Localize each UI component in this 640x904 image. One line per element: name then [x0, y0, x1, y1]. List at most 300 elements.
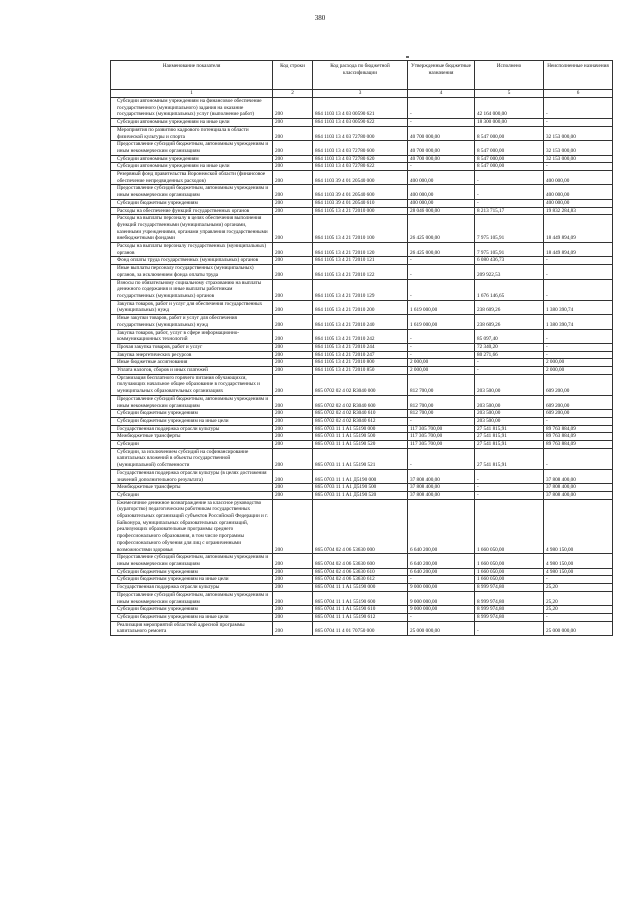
executed-cell: 7 975 105,91: [475, 243, 544, 257]
approved-cell: 2 000,00: [408, 359, 475, 367]
line-code-cell: 200: [273, 554, 313, 568]
budget-code-cell: 865 0703 11 1 A1 Д5190 520: [313, 491, 408, 499]
indicator-name-cell: Субсидии бюджетным учреждениям: [111, 606, 273, 614]
budget-code-cell: 864 1105 13 4 21 72010 200: [313, 300, 408, 314]
indicator-name-cell: Субсидии автономным учреждениям: [111, 155, 273, 163]
scan-mark: [406, 56, 409, 58]
table-row: [111, 448, 613, 469]
table-row: [111, 155, 613, 163]
page-number: 380: [314, 14, 326, 22]
budget-code-cell: 864 1103 39 4 01 20540 600: [313, 185, 408, 199]
executed-cell: 8 547 000,00: [475, 141, 544, 155]
unexecuted-cell: 25,20: [544, 606, 613, 614]
line-code-cell: 200: [273, 591, 313, 605]
budget-code-cell: 864 1105 13 4 21 72010 800: [313, 359, 408, 367]
executed-cell: 8 999 974,80: [475, 613, 544, 621]
table-row: [111, 410, 613, 418]
budget-code-cell: 865 0703 11 1 A1 55190 500: [313, 433, 408, 441]
approved-cell: -: [408, 119, 475, 127]
budget-code-cell: 865 0703 11 1 A1 55190 521: [313, 448, 408, 469]
approved-cell: 37 808 400,00: [408, 491, 475, 499]
executed-cell: 8 999 974,80: [475, 591, 544, 605]
header-approved: Утвержденные бюджетные назначения: [408, 61, 475, 90]
unexecuted-cell: -: [544, 417, 613, 425]
unexecuted-cell: 37 808 400,00: [544, 469, 613, 483]
unexecuted-cell: -: [544, 351, 613, 359]
unexecuted-cell: 19 832 284,83: [544, 207, 613, 215]
approved-cell: 117 305 700,00: [408, 433, 475, 441]
line-code-cell: 200: [273, 141, 313, 155]
unexecuted-cell: -: [544, 329, 613, 343]
indicator-name-cell: Субсидии: [111, 491, 273, 499]
executed-cell: -: [475, 367, 544, 375]
unexecuted-cell: 4 980 150,00: [544, 568, 613, 576]
approved-cell: 40 700 000,00: [408, 141, 475, 155]
table-row: [111, 119, 613, 127]
indicator-name-cell: Расходы на выплаты персоналу в целях обеспечения выполнения функций государственными (муниципальными) органами, казенными учреждениями, органами управления государственными внебюджетными фондами: [111, 215, 273, 243]
unexecuted-cell: 89 763 884,09: [544, 433, 613, 441]
budget-code-cell: 864 1103 13 4 03 00590 621: [313, 98, 408, 119]
indicator-name-cell: Закупка энергетических ресурсов: [111, 351, 273, 359]
header-indicator-name: Наименование показателя: [111, 61, 273, 90]
approved-cell: -: [408, 163, 475, 171]
table-row: [111, 374, 613, 395]
unexecuted-cell: 25,20: [544, 584, 613, 592]
table-row: [111, 613, 613, 621]
indicator-name-cell: Межбюджетные трансферты: [111, 433, 273, 441]
unexecuted-cell: 37 808 400,00: [544, 491, 613, 499]
indicator-name-cell: Иные закупки товаров, работ и услуг для обеспечения государственных (муниципальных) нужд: [111, 315, 273, 329]
budget-code-cell: 864 1105 13 4 21 72010 120: [313, 243, 408, 257]
budget-code-cell: 865 0702 02 4 02 R3040 612: [313, 417, 408, 425]
col-number: 5: [475, 90, 544, 98]
approved-cell: 117 305 700,00: [408, 441, 475, 449]
table-row: [111, 554, 613, 568]
executed-cell: -: [475, 171, 544, 185]
header-budget-code: Код расхода по бюджетной классификации: [313, 61, 408, 90]
line-code-cell: 200: [273, 199, 313, 207]
executed-cell: -: [475, 199, 544, 207]
unexecuted-cell: -: [544, 613, 613, 621]
line-code-cell: 200: [273, 469, 313, 483]
unexecuted-cell: 4 980 150,00: [544, 554, 613, 568]
executed-cell: 27 541 815,91: [475, 441, 544, 449]
executed-cell: -: [475, 484, 544, 492]
budget-code-cell: 864 1105 13 4 21 72010 100: [313, 215, 408, 243]
line-code-cell: 200: [273, 499, 313, 554]
approved-cell: 400 000,00: [408, 185, 475, 199]
approved-cell: -: [408, 417, 475, 425]
budget-code-cell: 865 0704 02 4 06 53630 612: [313, 576, 408, 584]
line-code-cell: 200: [273, 265, 313, 279]
executed-cell: 1 660 050,00: [475, 576, 544, 584]
executed-cell: 8 547 000,00: [475, 163, 544, 171]
header-unexecuted: Неисполненные назначения: [544, 61, 613, 90]
line-code-cell: 200: [273, 621, 313, 635]
indicator-name-cell: Предоставление субсидий бюджетным, автономным учреждениям и иным некоммерческим организациям: [111, 185, 273, 199]
budget-code-cell: 864 1105 13 4 21 72010 000: [313, 207, 408, 215]
line-code-cell: 200: [273, 576, 313, 584]
executed-cell: 80 271,66: [475, 351, 544, 359]
line-code-cell: 200: [273, 425, 313, 433]
table-row: [111, 141, 613, 155]
executed-cell: -: [475, 621, 544, 635]
table-row: [111, 367, 613, 375]
line-code-cell: 200: [273, 279, 313, 300]
table-row: [111, 359, 613, 367]
col-number: 3: [313, 90, 408, 98]
budget-execution-table: [110, 60, 613, 636]
line-code-cell: 200: [273, 207, 313, 215]
line-code-cell: 200: [273, 163, 313, 171]
budget-code-cell: 864 1103 13 4 03 72780 620: [313, 155, 408, 163]
unexecuted-cell: -: [544, 279, 613, 300]
table-row: [111, 126, 613, 140]
line-code-cell: 200: [273, 351, 313, 359]
line-code-cell: 200: [273, 448, 313, 469]
table-row: [111, 499, 613, 554]
approved-cell: 37 808 400,00: [408, 469, 475, 483]
indicator-name-cell: Закупка товаров, работ и услуг для обеспечения государственных (муниципальных) нужд: [111, 300, 273, 314]
line-code-cell: 200: [273, 257, 313, 265]
budget-code-cell: 864 1105 13 4 21 72010 850: [313, 367, 408, 375]
unexecuted-cell: -: [544, 576, 613, 584]
line-code-cell: 200: [273, 367, 313, 375]
line-code-cell: 200: [273, 433, 313, 441]
table-row: [111, 568, 613, 576]
indicator-name-cell: Закупка товаров, работ, услуг в сфере информационно-коммуникационных технологий: [111, 329, 273, 343]
approved-cell: 2 000,00: [408, 367, 475, 375]
budget-code-cell: 864 1105 13 4 21 72010 122: [313, 265, 408, 279]
table-row: [111, 576, 613, 584]
budget-code-cell: 865 0704 11 1 A1 55190 600: [313, 591, 408, 605]
col-number: 6: [544, 90, 613, 98]
line-code-cell: 200: [273, 491, 313, 499]
budget-code-cell: 865 0702 02 4 02 R3040 600: [313, 395, 408, 409]
indicator-name-cell: Субсидии автономным учреждениям на финансовое обеспечение государственного (муниципального) задания на оказание государственных (муниципальных) услуг (выполнение работ): [111, 98, 273, 119]
line-code-cell: 200: [273, 417, 313, 425]
budget-code-cell: 864 1105 13 4 21 72010 129: [313, 279, 408, 300]
executed-cell: -: [475, 359, 544, 367]
line-code-cell: 200: [273, 98, 313, 119]
approved-cell: 117 305 700,00: [408, 425, 475, 433]
executed-cell: 27 541 815,91: [475, 448, 544, 469]
table-row: [111, 621, 613, 635]
unexecuted-cell: 2 000,00: [544, 367, 613, 375]
approved-cell: -: [408, 613, 475, 621]
unexecuted-cell: -: [544, 163, 613, 171]
indicator-name-cell: Расходы на выплаты персоналу государственных (муниципальных) органов: [111, 243, 273, 257]
approved-cell: -: [408, 279, 475, 300]
approved-cell: 400 000,00: [408, 199, 475, 207]
table-row: [111, 257, 613, 265]
executed-cell: -: [475, 469, 544, 483]
executed-cell: 8 999 974,80: [475, 606, 544, 614]
indicator-name-cell: Государственная поддержка отрасли культуры (в целях достижения значений дополнительного результата): [111, 469, 273, 483]
line-code-cell: 200: [273, 315, 313, 329]
approved-cell: 26 425 000,00: [408, 243, 475, 257]
budget-code-cell: 864 1103 13 4 03 72780 600: [313, 141, 408, 155]
unexecuted-cell: -: [544, 119, 613, 127]
unexecuted-cell: -: [544, 98, 613, 119]
executed-cell: 42 164 000,00: [475, 98, 544, 119]
executed-cell: 8 999 974,80: [475, 584, 544, 592]
approved-cell: 6 640 200,00: [408, 568, 475, 576]
unexecuted-cell: 609 200,00: [544, 410, 613, 418]
col-number: 2: [273, 90, 313, 98]
approved-cell: 40 700 000,00: [408, 126, 475, 140]
executed-cell: 203 500,00: [475, 410, 544, 418]
indicator-name-cell: Предоставление субсидий бюджетным, автономным учреждениям и иным некоммерческим организациям: [111, 141, 273, 155]
unexecuted-cell: 25 000 000,00: [544, 621, 613, 635]
budget-code-cell: 864 1103 13 4 03 00590 622: [313, 119, 408, 127]
table-row: [111, 425, 613, 433]
approved-cell: 9 000 000,00: [408, 584, 475, 592]
table-row: [111, 417, 613, 425]
budget-code-cell: 865 0704 11 1 A1 55190 612: [313, 613, 408, 621]
unexecuted-cell: 18 449 894,09: [544, 243, 613, 257]
unexecuted-cell: 37 808 400,00: [544, 484, 613, 492]
unexecuted-cell: 609 200,00: [544, 374, 613, 395]
indicator-name-cell: Субсидии бюджетным учреждениям: [111, 410, 273, 418]
line-code-cell: 200: [273, 484, 313, 492]
approved-cell: 37 808 400,00: [408, 484, 475, 492]
indicator-name-cell: Мероприятия по развитию кадрового потенциала в области физической культуры и спорта: [111, 126, 273, 140]
table-row: [111, 265, 613, 279]
line-code-cell: 200: [273, 359, 313, 367]
table-row: [111, 215, 613, 243]
unexecuted-cell: -: [544, 448, 613, 469]
budget-code-cell: 865 0704 02 4 06 53630 000: [313, 499, 408, 554]
line-code-cell: 200: [273, 171, 313, 185]
indicator-name-cell: Государственная поддержка отрасли культуры: [111, 584, 273, 592]
header-executed: Исполнено: [475, 61, 544, 90]
approved-cell: -: [408, 576, 475, 584]
budget-code-cell: 864 1103 39 4 01 20540 000: [313, 171, 408, 185]
approved-cell: 26 425 000,00: [408, 215, 475, 243]
indicator-name-cell: Субсидии бюджетным учреждениям: [111, 199, 273, 207]
executed-cell: 8 547 000,00: [475, 155, 544, 163]
executed-cell: 18 300 000,00: [475, 119, 544, 127]
line-code-cell: 200: [273, 584, 313, 592]
budget-code-cell: 865 0704 11 1 A1 55190 610: [313, 606, 408, 614]
approved-cell: 812 700,00: [408, 410, 475, 418]
column-number-row: [111, 90, 613, 98]
table-row: [111, 433, 613, 441]
table-row: [111, 171, 613, 185]
indicator-name-cell: Субсидии бюджетным учреждениям на иные цели: [111, 613, 273, 621]
approved-cell: -: [408, 343, 475, 351]
budget-code-cell: 865 0703 11 1 A1 55190 000: [313, 425, 408, 433]
approved-cell: -: [408, 329, 475, 343]
approved-cell: 40 700 000,00: [408, 155, 475, 163]
budget-code-cell: 865 0703 11 1 A1 Д5190 500: [313, 484, 408, 492]
indicator-name-cell: Субсидии автономным учреждениям на иные цели: [111, 119, 273, 127]
unexecuted-cell: 18 449 894,09: [544, 215, 613, 243]
line-code-cell: 200: [273, 215, 313, 243]
approved-cell: 400 000,00: [408, 171, 475, 185]
executed-cell: 203 500,00: [475, 374, 544, 395]
executed-cell: 203 500,00: [475, 395, 544, 409]
budget-code-cell: 864 1105 13 4 21 72010 121: [313, 257, 408, 265]
unexecuted-cell: 400 000,00: [544, 185, 613, 199]
table-row: [111, 395, 613, 409]
approved-cell: 812 700,00: [408, 395, 475, 409]
indicator-name-cell: Субсидии бюджетным учреждениям на иные цели: [111, 417, 273, 425]
indicator-name-cell: Предоставление субсидий бюджетным, автономным учреждениям и иным некоммерческим организациям: [111, 395, 273, 409]
executed-cell: 27 541 815,91: [475, 425, 544, 433]
approved-cell: 1 619 000,00: [408, 315, 475, 329]
line-code-cell: 200: [273, 185, 313, 199]
table-row: [111, 343, 613, 351]
table-row: [111, 98, 613, 119]
table-row: [111, 484, 613, 492]
header-row: [111, 61, 613, 90]
approved-cell: -: [408, 265, 475, 279]
unexecuted-cell: 4 980 150,00: [544, 499, 613, 554]
budget-code-cell: 864 1105 13 4 21 72010 247: [313, 351, 408, 359]
table-row: [111, 491, 613, 499]
indicator-name-cell: Государственная поддержка отрасли культуры: [111, 425, 273, 433]
table-row: [111, 351, 613, 359]
line-code-cell: 200: [273, 374, 313, 395]
line-code-cell: 200: [273, 343, 313, 351]
line-code-cell: 200: [273, 329, 313, 343]
indicator-name-cell: Предоставление субсидий бюджетным, автономным учреждениям и иным некоммерческим организациям: [111, 591, 273, 605]
approved-cell: 25 000 000,00: [408, 621, 475, 635]
table-row: [111, 207, 613, 215]
budget-code-cell: 864 1103 13 4 03 72780 622: [313, 163, 408, 171]
col-number: 4: [408, 90, 475, 98]
budget-code-cell: 865 0703 11 1 A1 55190 520: [313, 441, 408, 449]
approved-cell: 28 046 000,00: [408, 207, 475, 215]
table-row: [111, 300, 613, 314]
budget-code-cell: 865 0702 02 4 02 R3040 610: [313, 410, 408, 418]
table-row: [111, 441, 613, 449]
indicator-name-cell: Субсидии, за исключением субсидий на софинансирование капитальных вложений в объекты государственной (муниципальной) собственности: [111, 448, 273, 469]
executed-cell: -: [475, 491, 544, 499]
budget-code-cell: 865 0702 02 4 02 R3040 000: [313, 374, 408, 395]
line-code-cell: 200: [273, 155, 313, 163]
indicator-name-cell: Уплата налогов, сборов и иных платежей: [111, 367, 273, 375]
executed-cell: 27 541 815,91: [475, 433, 544, 441]
indicator-name-cell: Субсидии: [111, 441, 273, 449]
line-code-cell: 200: [273, 119, 313, 127]
approved-cell: 812 700,00: [408, 374, 475, 395]
indicator-name-cell: Реализация мероприятий областной адресной программы капитального ремонта: [111, 621, 273, 635]
line-code-cell: 200: [273, 606, 313, 614]
approved-cell: 9 000 000,00: [408, 606, 475, 614]
executed-cell: 238 609,26: [475, 300, 544, 314]
unexecuted-cell: 89 763 884,09: [544, 441, 613, 449]
indicator-name-cell: Прочая закупка товаров, работ и услуг: [111, 343, 273, 351]
unexecuted-cell: 1 380 390,74: [544, 315, 613, 329]
table-row: [111, 591, 613, 605]
approved-cell: 6 640 200,00: [408, 554, 475, 568]
unexecuted-cell: 32 153 000,00: [544, 141, 613, 155]
indicator-name-cell: Субсидии бюджетным учреждениям: [111, 568, 273, 576]
indicator-name-cell: Предоставление субсидий бюджетным, автономным учреждениям и иным некоммерческим организациям: [111, 554, 273, 568]
unexecuted-cell: -: [544, 265, 613, 279]
indicator-name-cell: Межбюджетные трансферты: [111, 484, 273, 492]
approved-cell: 1 619 000,00: [408, 300, 475, 314]
executed-cell: 1 660 050,00: [475, 554, 544, 568]
budget-code-cell: 865 0704 11 4 01 70750 000: [313, 621, 408, 635]
unexecuted-cell: 32 153 000,00: [544, 155, 613, 163]
budget-code-cell: 864 1103 13 4 03 72780 000: [313, 126, 408, 140]
header-line-code: Код строки: [273, 61, 313, 90]
approved-cell: 9 000 000,00: [408, 591, 475, 605]
table-row: [111, 199, 613, 207]
table-row: [111, 315, 613, 329]
indicator-name-cell: Иные бюджетные ассигнования: [111, 359, 273, 367]
executed-cell: -: [475, 185, 544, 199]
col-number: 1: [111, 90, 273, 98]
executed-cell: 209 922,53: [475, 265, 544, 279]
table-row: [111, 163, 613, 171]
line-code-cell: 200: [273, 410, 313, 418]
executed-cell: 1 660 050,00: [475, 499, 544, 554]
line-code-cell: 200: [273, 300, 313, 314]
indicator-name-cell: Организация бесплатного горячего питания обучающихся, получающих начальное общее образование в государственных и муниципальных образовательных организациях: [111, 374, 273, 395]
unexecuted-cell: 89 763 884,09: [544, 425, 613, 433]
executed-cell: 1 660 050,00: [475, 568, 544, 576]
table-row: [111, 606, 613, 614]
unexecuted-cell: 609 200,00: [544, 395, 613, 409]
approved-cell: -: [408, 448, 475, 469]
table-row: [111, 584, 613, 592]
budget-code-cell: 864 1105 13 4 21 72010 242: [313, 329, 408, 343]
table-row: [111, 469, 613, 483]
line-code-cell: 200: [273, 441, 313, 449]
line-code-cell: 200: [273, 613, 313, 621]
executed-cell: 1 676 146,65: [475, 279, 544, 300]
budget-code-cell: 864 1105 13 4 21 72010 240: [313, 315, 408, 329]
executed-cell: 6 080 436,73: [475, 257, 544, 265]
unexecuted-cell: 2 000,00: [544, 359, 613, 367]
table-row: [111, 185, 613, 199]
approved-cell: -: [408, 98, 475, 119]
line-code-cell: 200: [273, 243, 313, 257]
indicator-name-cell: Субсидии автономным учреждениям на иные цели: [111, 163, 273, 171]
approved-cell: -: [408, 257, 475, 265]
unexecuted-cell: -: [544, 257, 613, 265]
line-code-cell: 200: [273, 126, 313, 140]
unexecuted-cell: 1 380 390,74: [544, 300, 613, 314]
approved-cell: -: [408, 351, 475, 359]
indicator-name-cell: Субсидии бюджетным учреждениям на иные цели: [111, 576, 273, 584]
executed-cell: 7 975 105,91: [475, 215, 544, 243]
table-row: [111, 329, 613, 343]
budget-code-cell: 865 0704 02 4 06 53630 610: [313, 568, 408, 576]
executed-cell: 8 547 000,00: [475, 126, 544, 140]
budget-code-cell: 865 0704 02 4 06 53630 600: [313, 554, 408, 568]
executed-cell: 238 609,26: [475, 315, 544, 329]
indicator-name-cell: Резервный фонд правительства Воронежской области (финансовое обеспечение непредвиденных расходов): [111, 171, 273, 185]
unexecuted-cell: 400 000,00: [544, 171, 613, 185]
unexecuted-cell: 400 000,00: [544, 199, 613, 207]
budget-code-cell: 865 0704 11 1 A1 55190 000: [313, 584, 408, 592]
indicator-name-cell: Иные выплаты персоналу государственных (муниципальных) органов, за исключением фонда оплаты труда: [111, 265, 273, 279]
indicator-name-cell: Фонд оплаты труда государственных (муниципальных) органов: [111, 257, 273, 265]
executed-cell: 85 097,40: [475, 329, 544, 343]
budget-code-cell: 865 0703 11 1 A1 Д5190 000: [313, 469, 408, 483]
indicator-name-cell: Взносы по обязательному социальному страхованию на выплаты денежного содержания и иные выплаты работникам государственных (муниципальных) органов: [111, 279, 273, 300]
table-row: [111, 243, 613, 257]
executed-cell: 72 340,20: [475, 343, 544, 351]
indicator-name-cell: Ежемесячное денежное вознаграждение за классное руководство (кураторство) педагогическим работникам государственных образовательных организаций субъектов Российской Федерации и г. Байконура, муниципальных образовательных организаций, реализующих образовательные программы среднего профессионального образования, в том числе программы профессионального обучения для лиц с ограниченными возможностями здоровья: [111, 499, 273, 554]
budget-code-cell: 864 1105 13 4 21 72010 244: [313, 343, 408, 351]
